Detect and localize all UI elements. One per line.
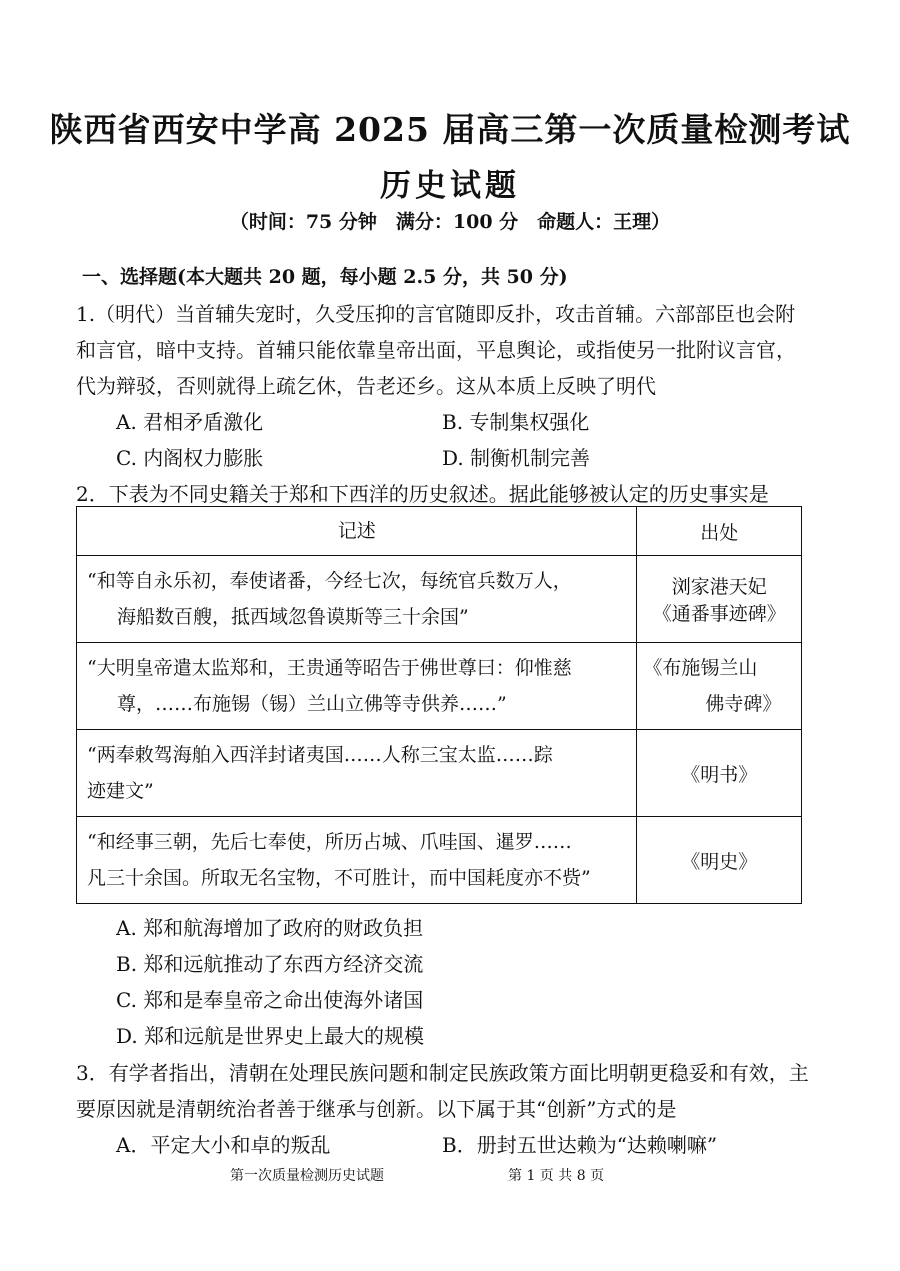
q2-option-b: B. 郑和远航推动了东西方经济交流	[116, 952, 424, 976]
footer-page-number: 第 1 页 共 8 页	[508, 1168, 605, 1184]
q1-option-a: A. 君相矛盾激化	[116, 410, 264, 434]
q3-line-2: 要原因就是清朝统治者善于继承与创新。以下属于其“创新”方式的是	[76, 1097, 677, 1121]
table-cell-record	[77, 730, 637, 817]
q1-line-2: 和言官，暗中支持。首辅只能依靠皇帝出面，平息舆论，或指使另一批附议言官，	[76, 338, 796, 362]
table-cell-record	[77, 643, 637, 730]
q3-option-a: A．平定大小和卓的叛乱	[116, 1133, 331, 1157]
q2-option-c: C. 郑和是奉皇帝之命出使海外诸国	[116, 988, 424, 1012]
table-cell-source	[637, 817, 802, 904]
table-row	[77, 817, 802, 904]
table-cell-record	[77, 817, 637, 904]
table-header-source: 出处	[637, 507, 802, 556]
footer-title: 第一次质量检测历史试题	[230, 1168, 384, 1184]
record-text: 凡三十余国。所取无名宝物，不可胜计，而中国耗度亦不赀”	[87, 867, 591, 889]
record-text: “大明皇帝遣太监郑和，王贵通等昭告于佛世尊曰：仰惟慈	[87, 657, 572, 679]
record-text: 海船数百艘，抵西域忽鲁谟斯等三十余国”	[117, 606, 469, 628]
source-text: 《通番事迹碑》	[652, 603, 786, 625]
table-row	[77, 556, 802, 643]
source-text: 《明史》	[681, 850, 758, 873]
record-text: “和经事三朝，先后七奉使，所历占城、爪哇国、暹罗……	[87, 831, 572, 853]
q2-option-d: D. 郑和远航是世界史上最大的规模	[116, 1024, 425, 1048]
source-text: 浏家港天妃	[671, 576, 767, 598]
q3-option-b: B．册封五世达赖为“达赖喇嘛”	[442, 1133, 718, 1157]
source-text: 佛寺碑》	[705, 693, 782, 715]
q3-line-1: 3．有学者指出，清朝在处理民族问题和制定民族政策方面比明朝更稳妥和有效，主	[76, 1061, 809, 1085]
table-header-record: 记述	[77, 507, 637, 556]
section-heading: 一、选择题(本大题共 20 题，每小题 2.5 分，共 50 分)	[82, 266, 568, 288]
table-header-row	[77, 507, 802, 556]
q2-stem: 2．下表为不同史籍关于郑和下西洋的历史叙述。据此能够被认定的历史事实是	[76, 482, 769, 506]
record-text: 尊，……布施锡（锡）兰山立佛等寺供养……”	[117, 693, 507, 715]
record-text: 迹建文”	[87, 780, 154, 802]
table-row	[77, 730, 802, 817]
subject-title: 历史试题	[380, 168, 520, 204]
source-text: 《明书》	[681, 763, 758, 786]
record-text: “和等自永乐初，奉使诸番，今经七次，每统官兵数万人，	[87, 570, 572, 592]
table-cell-source	[637, 643, 802, 730]
history-sources-table	[76, 506, 802, 904]
table-cell-record	[77, 556, 637, 643]
q1-option-d: D. 制衡机制完善	[442, 446, 591, 470]
exam-title: 陕西省西安中学高 2025 届高三第一次质量检测考试	[49, 110, 851, 149]
q1-option-b: B. 专制集权强化	[442, 410, 590, 434]
table-row	[77, 643, 802, 730]
table-cell-source	[637, 730, 802, 817]
q1-option-c: C. 内阁权力膨胀	[116, 446, 264, 470]
q1-line-1: 1.（明代）当首辅失宠时，久受压抑的言官随即反扑，攻击首辅。六部部臣也会附	[76, 302, 796, 326]
q1-line-3: 代为辩驳，否则就得上疏乞休，告老还乡。这从本质上反映了明代	[76, 374, 656, 398]
q2-option-a: A. 郑和航海增加了政府的财政负担	[116, 916, 424, 940]
record-text: “两奉敕驾海舶入西洋封诸夷国……人称三宝太监……踪	[87, 744, 553, 766]
exam-meta: （时间：75 分钟 满分：100 分 命题人：王理）	[229, 211, 671, 233]
source-text: 《布施锡兰山	[643, 657, 758, 679]
table-cell-source	[637, 556, 802, 643]
